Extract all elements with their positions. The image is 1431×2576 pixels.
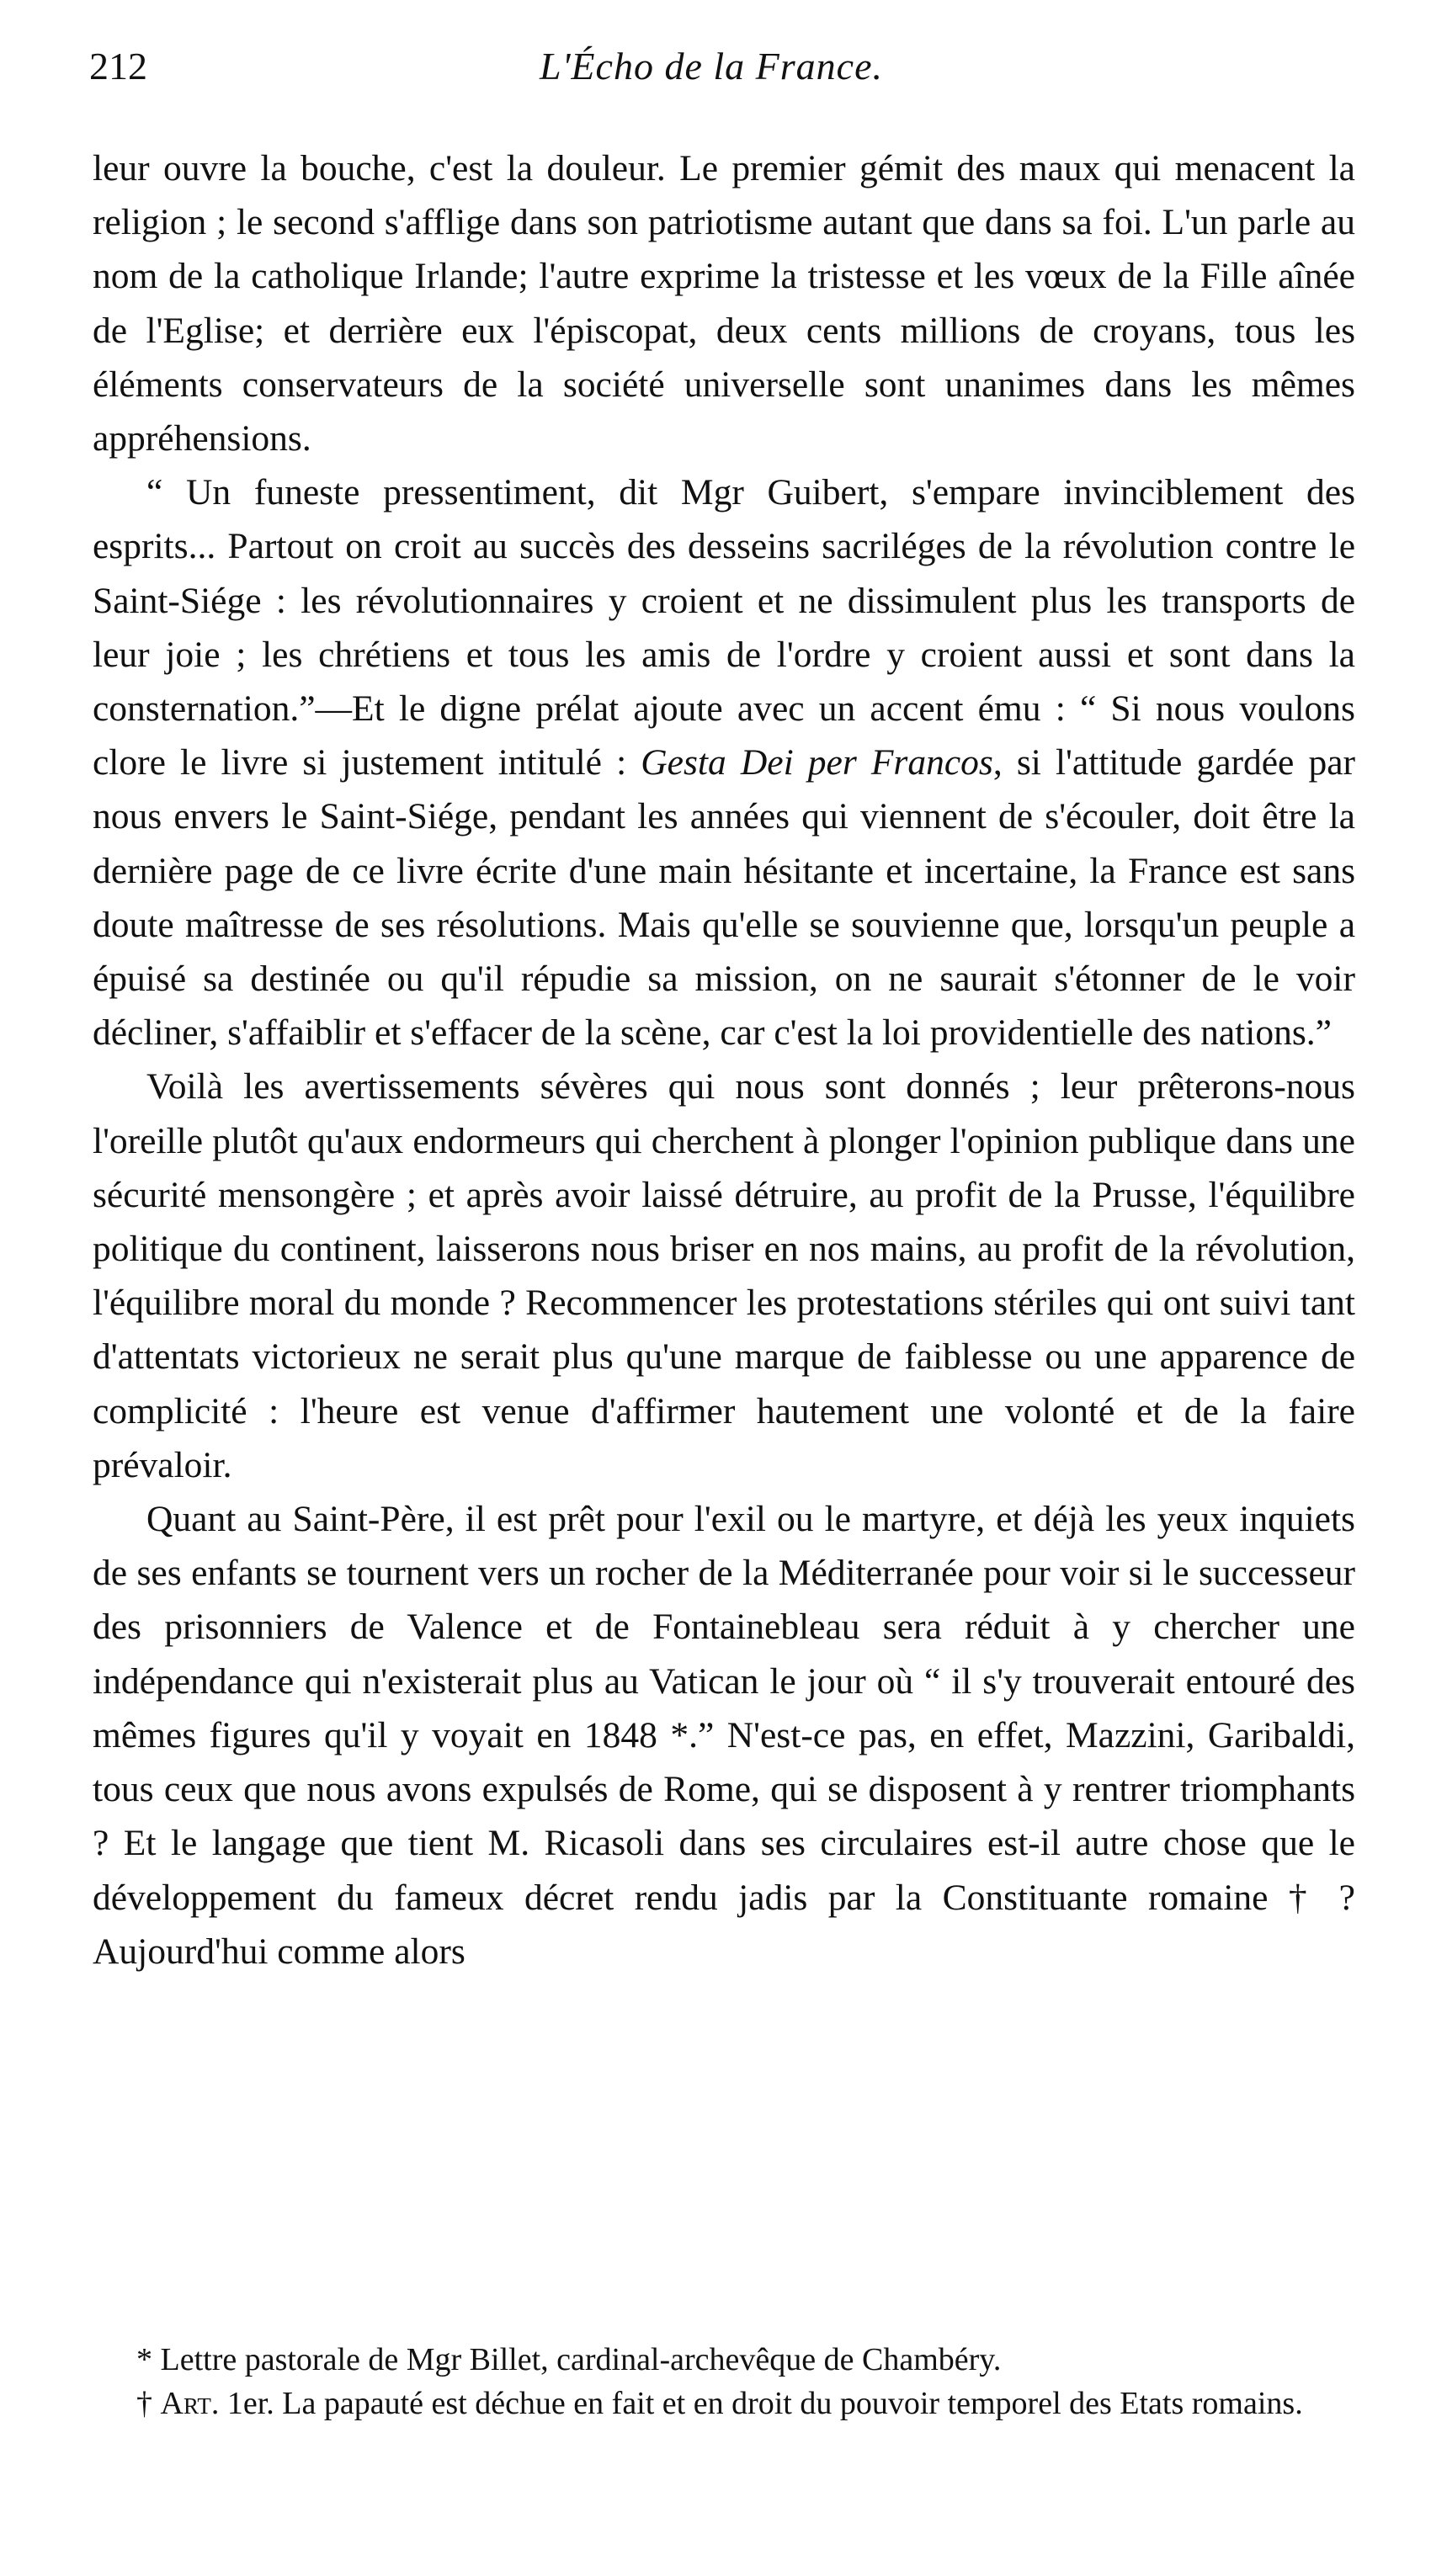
running-title: L'Écho de la France. <box>540 45 883 88</box>
footnote-2-text: 1er. La papauté est déchue en fait et en droit du pouvoir temporel des Etats romains. <box>219 2386 1303 2421</box>
book-title-italic: Gesta Dei per Francos <box>641 742 993 783</box>
paragraph-2-part-a: “ Un funeste pressentiment, dit Mgr Guibert, s'empare invinciblement des esprits... Partout on croit au succès des desseins sacriléges de la révolution contre le Saint-Siége : les révolutionnaires y croient et ne dissimulent plus les transports de leur joie ; les chrétiens et tous les amis de l'ordre y croient aussi et sont dans la consternation.”—Et le digne prélat ajoute avec un accent ému : “ Si nous voulons clore le livre si justement intitulé : <box>93 472 1355 783</box>
page-header <box>84 44 1338 94</box>
footnotes <box>93 2338 1355 2425</box>
paragraph-2 <box>93 465 1355 1060</box>
paragraph-4: Quant au Saint-Père, il est prêt pour l'exil ou le martyre, et déjà les yeux inquiets de ses enfants se tournent vers un rocher de la Méditerranée pour voir si le successeur des prisonniers de Valence et de Fontainebleau sera réduit à y chercher une indépendance qui n'existerait plus au Vatican le jour où “ il s'y trouverait entouré des mêmes figures qu'il y voyait en 1848 *.” N'est-ce pas, en effet, Mazzini, Garibaldi, tous ceux que nous avons expulsés de Rome, qui se disposent à y rentrer triomphants ? Et le langage que tient M. Ricasoli dans ses circulaires est-il autre chose que le développement du fameux décret rendu jadis par la Constituante romaine † ? Aujourd'hui comme alors <box>93 1499 1355 1972</box>
footnote-1: * Lettre pastorale de Mgr Billet, cardinal-archevêque de Chambéry. <box>136 2342 1002 2377</box>
footnote-2 <box>93 2382 1355 2425</box>
page-number: 212 <box>89 45 147 88</box>
footnote-2-mark: † <box>136 2386 161 2421</box>
paragraph-3: Voilà les avertissements sévères qui nous sont donnés ; leur prêterons-nous l'oreille plutôt qu'aux endormeurs qui cherchent à plonger l'opinion publique dans une sécurité mensongère ; et après avoir laissé détruire, au profit de la Prusse, l'équilibre politique du continent, laisserons nous briser en nos mains, au profit de la révolution, l'équilibre moral du monde ? Recommencer les protestations stériles qui ont suivi tant d'attentats victorieux ne serait plus qu'une marque de faiblesse ou une apparence de complicité : l'heure est venue d'affirmer hautement une volonté et de la faire prévaloir. <box>93 1066 1355 1485</box>
body-text <box>93 141 1355 1978</box>
footnote-2-article: Art. <box>160 2386 220 2421</box>
paragraph-2-part-b: , si l'attitude gardée par nous envers le Saint-Siége, pendant les années qui viennent de s'écouler, doit être la dernière page de ce livre écrite d'une main hésitante et incertaine, la France est sans doute maîtresse de ses résolutions. Mais qu'elle se souvienne que, lorsqu'un peuple a épuisé sa destinée ou qu'il répudie sa mission, on ne saurait s'étonner de le voir décliner, s'affaiblir et s'effacer de la scène, car c'est la loi providentielle des nations.” <box>93 742 1356 1054</box>
paragraph-1: leur ouvre la bouche, c'est la douleur. Le premier gémit des maux qui menacent la religion ; le second s'afflige dans son patriotisme autant que dans sa foi. L'un parle au nom de la catholique Irlande; l'autre exprime la tristesse et les vœux de la Fille aînée de l'Eglise; et derrière eux l'épiscopat, deux cents millions de croyans, tous les éléments conservateurs de la société universelle sont unanimes dans les mêmes appréhensions. <box>93 148 1355 459</box>
